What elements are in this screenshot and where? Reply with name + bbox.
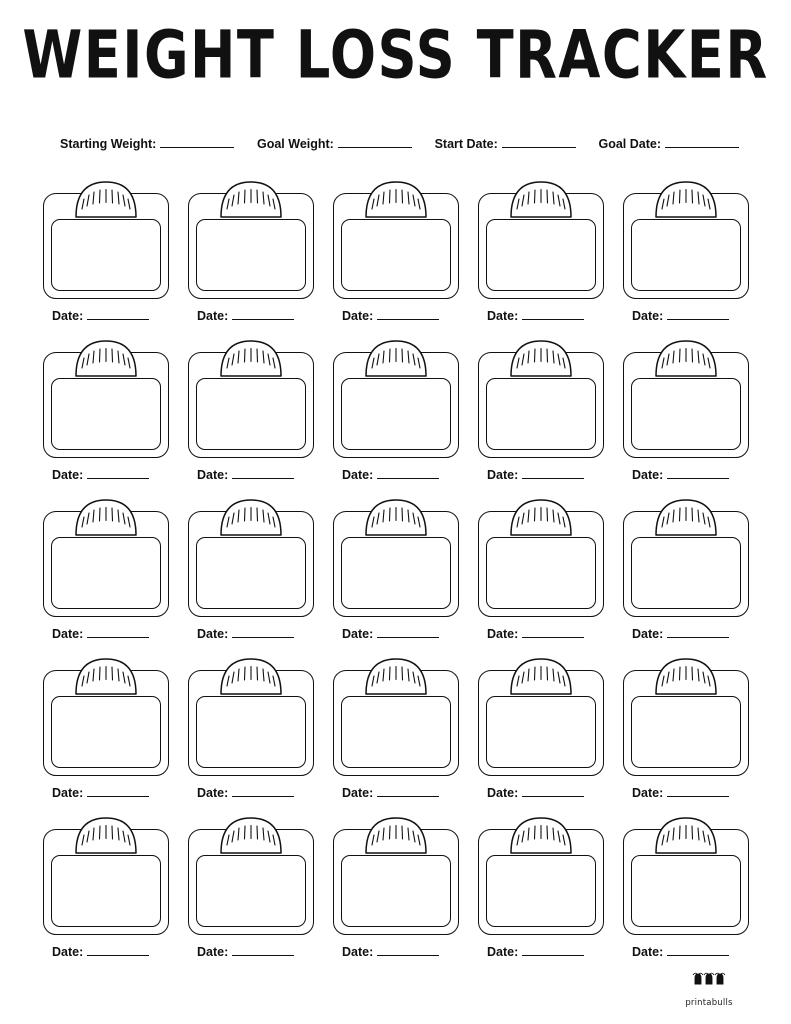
date-field[interactable] — [632, 308, 729, 323]
date-label: Date: — [632, 467, 664, 482]
scale-platform[interactable] — [196, 378, 306, 450]
scale-dial-icon — [363, 497, 429, 537]
scale-platform[interactable] — [631, 537, 741, 609]
brand-footer — [669, 971, 749, 1010]
scale-platform[interactable] — [51, 855, 161, 927]
date-input[interactable] — [667, 785, 729, 797]
date-field[interactable] — [632, 944, 729, 959]
date-label: Date: — [52, 944, 84, 959]
scale-dial-icon — [73, 497, 139, 537]
date-label: Date: — [197, 626, 229, 641]
bathroom-scale-icon — [188, 497, 314, 617]
tracker-cell — [475, 497, 606, 641]
date-input[interactable] — [522, 944, 584, 956]
scale-dial-icon — [508, 497, 574, 537]
tracker-cell — [40, 338, 171, 482]
scale-platform[interactable] — [486, 537, 596, 609]
tracker-cell — [40, 656, 171, 800]
date-field[interactable] — [632, 467, 729, 482]
scale-platform[interactable] — [341, 537, 451, 609]
scale-dial-icon — [363, 815, 429, 855]
tracker-cell — [185, 656, 316, 800]
date-input[interactable] — [522, 467, 584, 479]
title-container — [0, 0, 791, 94]
date-label: Date: — [487, 785, 519, 800]
bulls-logo-icon — [669, 971, 749, 991]
brand-name: printabulls — [685, 998, 733, 1008]
date-input[interactable] — [232, 785, 294, 797]
date-input[interactable] — [667, 308, 729, 320]
date-field[interactable] — [197, 467, 294, 482]
date-field[interactable] — [487, 944, 584, 959]
date-field[interactable] — [52, 785, 149, 800]
scale-platform[interactable] — [486, 696, 596, 768]
date-field[interactable] — [342, 626, 439, 641]
scale-dial-icon — [73, 338, 139, 378]
date-input[interactable] — [377, 944, 439, 956]
goal-weight-input[interactable] — [338, 136, 412, 148]
date-input[interactable] — [522, 626, 584, 638]
bathroom-scale-icon — [333, 179, 459, 299]
scale-platform[interactable] — [486, 219, 596, 291]
date-label: Date: — [197, 785, 229, 800]
scale-dial-icon — [508, 656, 574, 696]
scale-platform[interactable] — [486, 855, 596, 927]
tracker-grid — [40, 179, 751, 959]
tracker-cell — [475, 338, 606, 482]
scale-dial-icon — [218, 815, 284, 855]
tracker-cell — [330, 338, 461, 482]
date-field[interactable] — [342, 467, 439, 482]
date-input[interactable] — [377, 785, 439, 797]
tracker-cell — [475, 656, 606, 800]
date-label: Date: — [52, 785, 84, 800]
scale-dial-icon — [218, 497, 284, 537]
date-label: Date: — [632, 785, 664, 800]
date-field[interactable] — [632, 626, 729, 641]
date-field[interactable] — [52, 626, 149, 641]
date-input[interactable] — [667, 626, 729, 638]
date-input[interactable] — [87, 467, 149, 479]
scale-platform[interactable] — [631, 696, 741, 768]
scale-dial-icon — [218, 338, 284, 378]
goal-weight-field[interactable] — [257, 136, 412, 151]
page-title: WEIGHT LOSS TRACKER — [22, 17, 769, 94]
tracker-cell — [475, 179, 606, 323]
starting-weight-field[interactable] — [60, 136, 234, 151]
bathroom-scale-icon — [43, 338, 169, 458]
bathroom-scale-icon — [478, 497, 604, 617]
bathroom-scale-icon — [188, 656, 314, 776]
date-label: Date: — [632, 626, 664, 641]
goal-date-label: Goal Date: — [598, 136, 661, 151]
bathroom-scale-icon — [623, 179, 749, 299]
goal-date-field[interactable] — [598, 136, 739, 151]
bathroom-scale-icon — [43, 815, 169, 935]
date-label: Date: — [632, 308, 664, 323]
scale-platform[interactable] — [341, 855, 451, 927]
scale-dial-icon — [653, 338, 719, 378]
scale-platform[interactable] — [51, 219, 161, 291]
tracker-cell — [620, 815, 751, 959]
bathroom-scale-icon — [333, 656, 459, 776]
date-input[interactable] — [232, 626, 294, 638]
tracker-cell — [620, 497, 751, 641]
bathroom-scale-icon — [478, 815, 604, 935]
date-input[interactable] — [87, 944, 149, 956]
bathroom-scale-icon — [623, 815, 749, 935]
scale-dial-icon — [73, 179, 139, 219]
tracker-cell — [185, 338, 316, 482]
tracker-cell — [330, 179, 461, 323]
date-label: Date: — [52, 308, 84, 323]
date-input[interactable] — [377, 626, 439, 638]
date-field[interactable] — [197, 785, 294, 800]
date-label: Date: — [487, 944, 519, 959]
date-label: Date: — [197, 944, 229, 959]
bathroom-scale-icon — [623, 497, 749, 617]
date-input[interactable] — [522, 785, 584, 797]
date-input[interactable] — [232, 467, 294, 479]
scale-dial-icon — [363, 338, 429, 378]
scale-platform[interactable] — [486, 378, 596, 450]
tracker-cell — [40, 179, 171, 323]
date-label: Date: — [52, 626, 84, 641]
bathroom-scale-icon — [188, 179, 314, 299]
scale-dial-icon — [363, 179, 429, 219]
date-label: Date: — [197, 467, 229, 482]
bathroom-scale-icon — [478, 656, 604, 776]
bathroom-scale-icon — [333, 338, 459, 458]
tracker-cell — [40, 497, 171, 641]
scale-dial-icon — [363, 656, 429, 696]
date-label: Date: — [52, 467, 84, 482]
tracker-cell — [185, 179, 316, 323]
scale-dial-icon — [218, 656, 284, 696]
scale-dial-icon — [653, 656, 719, 696]
tracker-cell — [185, 815, 316, 959]
date-input[interactable] — [87, 308, 149, 320]
date-field[interactable] — [342, 944, 439, 959]
date-field[interactable] — [487, 467, 584, 482]
date-label: Date: — [342, 308, 374, 323]
scale-platform[interactable] — [196, 537, 306, 609]
date-field[interactable] — [487, 308, 584, 323]
date-field[interactable] — [487, 626, 584, 641]
date-input[interactable] — [232, 308, 294, 320]
scale-platform[interactable] — [51, 537, 161, 609]
scale-platform[interactable] — [51, 378, 161, 450]
tracker-cell — [185, 497, 316, 641]
date-label: Date: — [342, 626, 374, 641]
scale-dial-icon — [73, 656, 139, 696]
tracker-cell — [475, 815, 606, 959]
date-label: Date: — [197, 308, 229, 323]
tracker-cell — [620, 179, 751, 323]
date-field[interactable] — [52, 308, 149, 323]
tracker-cell — [330, 656, 461, 800]
scale-platform[interactable] — [341, 378, 451, 450]
scale-platform[interactable] — [196, 696, 306, 768]
bathroom-scale-icon — [43, 179, 169, 299]
date-input[interactable] — [87, 626, 149, 638]
scale-platform[interactable] — [341, 696, 451, 768]
scale-platform[interactable] — [631, 855, 741, 927]
date-label: Date: — [632, 944, 664, 959]
goal-date-input[interactable] — [665, 136, 739, 148]
scale-dial-icon — [508, 179, 574, 219]
scale-dial-icon — [653, 179, 719, 219]
date-field[interactable] — [197, 308, 294, 323]
date-input[interactable] — [232, 944, 294, 956]
date-input[interactable] — [377, 308, 439, 320]
scale-platform[interactable] — [196, 219, 306, 291]
tracker-cell — [40, 815, 171, 959]
date-field[interactable] — [487, 785, 584, 800]
date-input[interactable] — [87, 785, 149, 797]
tracker-cell — [620, 656, 751, 800]
scale-platform[interactable] — [631, 219, 741, 291]
scale-platform[interactable] — [196, 855, 306, 927]
tracker-cell — [330, 497, 461, 641]
date-field[interactable] — [632, 785, 729, 800]
date-label: Date: — [342, 944, 374, 959]
bathroom-scale-icon — [333, 497, 459, 617]
date-field[interactable] — [197, 626, 294, 641]
start-date-input[interactable] — [502, 136, 576, 148]
starting-weight-label: Starting Weight: — [60, 136, 157, 151]
scale-platform[interactable] — [341, 219, 451, 291]
date-field[interactable] — [52, 467, 149, 482]
date-label: Date: — [487, 626, 519, 641]
date-field[interactable] — [52, 944, 149, 959]
start-date-field[interactable] — [435, 136, 576, 151]
start-date-label: Start Date: — [434, 136, 498, 151]
date-label: Date: — [342, 785, 374, 800]
bathroom-scale-icon — [43, 656, 169, 776]
scale-platform[interactable] — [631, 378, 741, 450]
tracker-cell — [620, 338, 751, 482]
header-info-row — [60, 136, 739, 151]
date-input[interactable] — [667, 944, 729, 956]
date-input[interactable] — [377, 467, 439, 479]
scale-dial-icon — [508, 815, 574, 855]
tracker-cell — [330, 815, 461, 959]
date-input[interactable] — [667, 467, 729, 479]
scale-dial-icon — [218, 179, 284, 219]
scale-dial-icon — [653, 815, 719, 855]
starting-weight-input[interactable] — [160, 136, 234, 148]
bathroom-scale-icon — [43, 497, 169, 617]
bathroom-scale-icon — [188, 338, 314, 458]
bathroom-scale-icon — [188, 815, 314, 935]
bathroom-scale-icon — [478, 338, 604, 458]
date-label: Date: — [487, 467, 519, 482]
date-field[interactable] — [342, 785, 439, 800]
date-field[interactable] — [197, 944, 294, 959]
date-label: Date: — [487, 308, 519, 323]
scale-dial-icon — [508, 338, 574, 378]
date-input[interactable] — [522, 308, 584, 320]
scale-platform[interactable] — [51, 696, 161, 768]
date-label: Date: — [342, 467, 374, 482]
scale-dial-icon — [653, 497, 719, 537]
scale-dial-icon — [73, 815, 139, 855]
bathroom-scale-icon — [333, 815, 459, 935]
goal-weight-label: Goal Weight: — [257, 136, 334, 151]
bathroom-scale-icon — [623, 656, 749, 776]
bathroom-scale-icon — [623, 338, 749, 458]
bathroom-scale-icon — [478, 179, 604, 299]
date-field[interactable] — [342, 308, 439, 323]
